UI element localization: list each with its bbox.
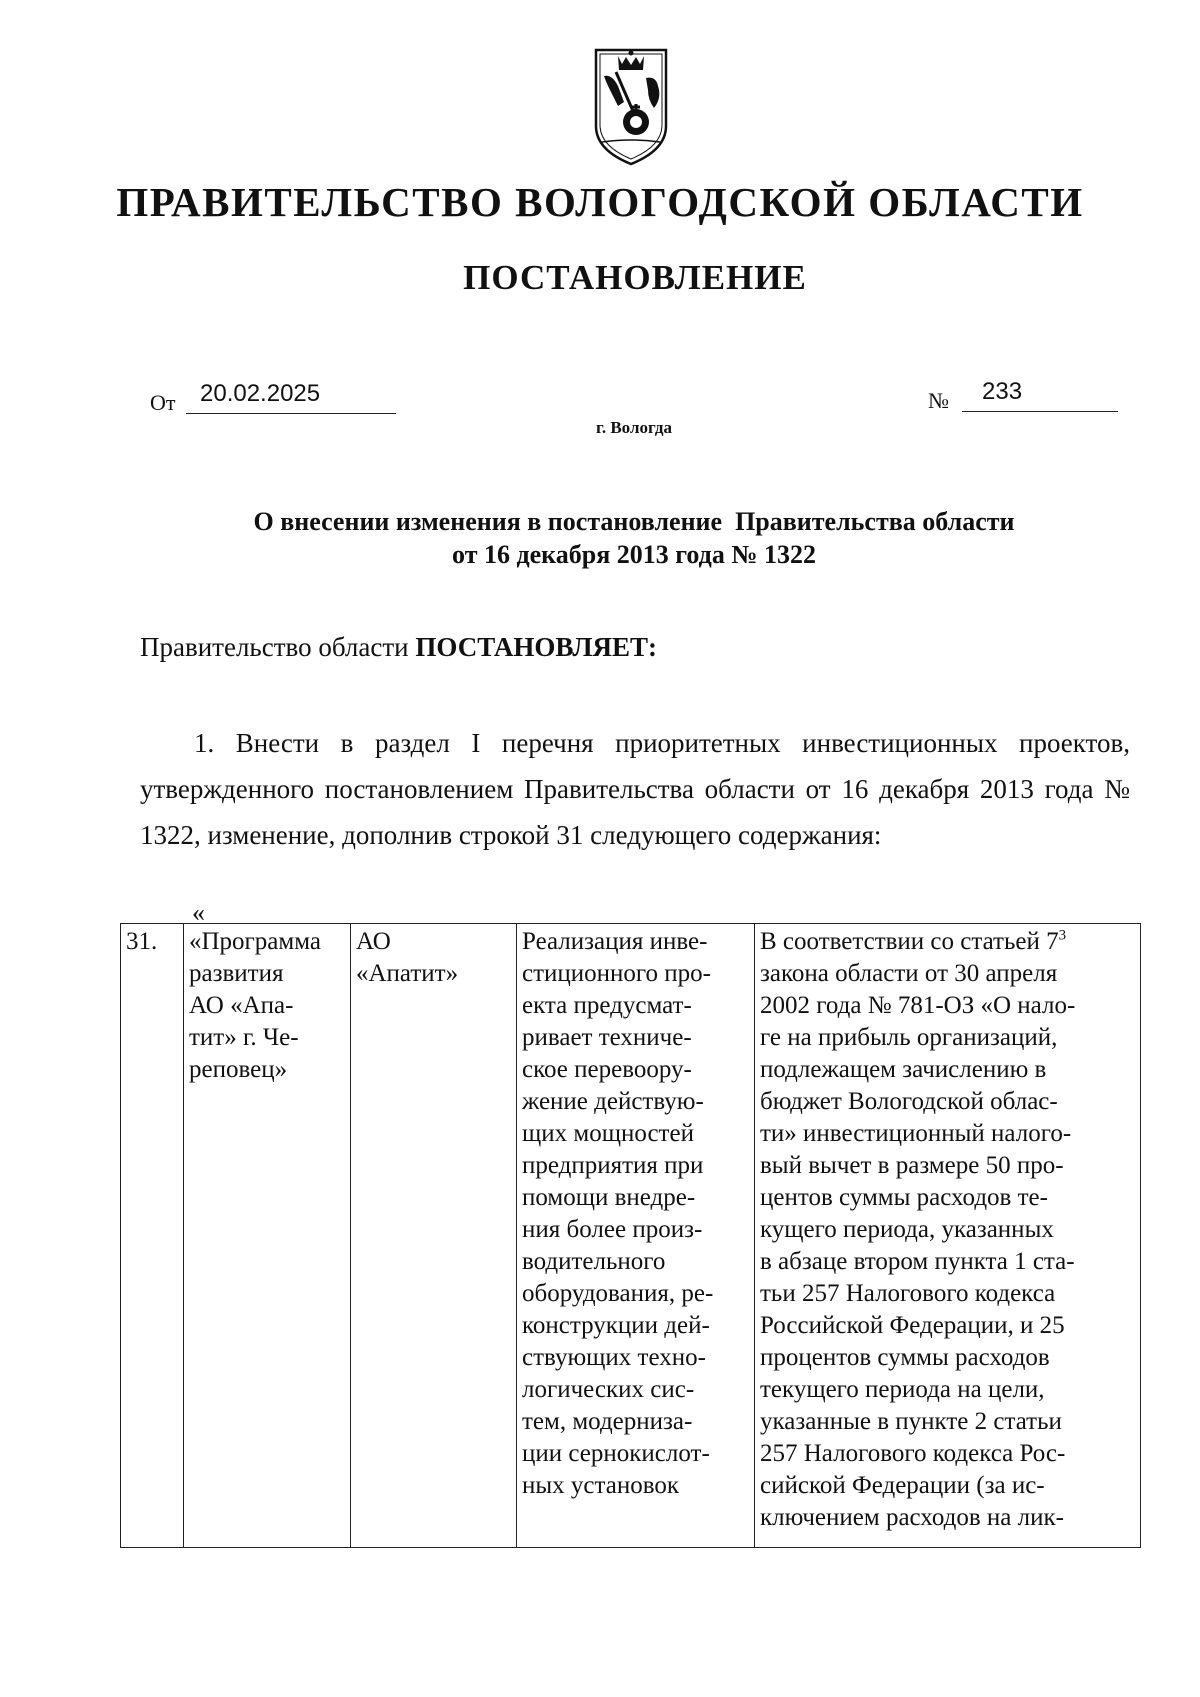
cell-line: реповец»: [189, 1056, 288, 1083]
cell-line: оборудования, ре-: [522, 1280, 714, 1307]
organization-title: ПРАВИТЕЛЬСТВО ВОЛОГОДСКОЙ ОБЛАСТИ: [116, 179, 1084, 225]
document-type: ПОСТАНОВЛЕНИЕ: [463, 258, 807, 297]
cell-line: ключением расходов на лик-: [760, 1504, 1064, 1531]
document-number: 233: [962, 378, 1118, 412]
cell-line: указанные в пункте 2 статьи: [760, 1408, 1062, 1435]
cell-line: тьи 257 Налогового кодекса: [760, 1280, 1056, 1307]
basis-line-first: [760, 926, 1136, 958]
project-cell: [184, 924, 351, 1548]
projects-table: [120, 923, 1141, 1548]
cell-line: Реализация инве-: [522, 928, 708, 955]
cell-line: водительного: [522, 1248, 666, 1275]
basis-cell: [755, 924, 1141, 1548]
cell-line: ривает техниче-: [522, 1024, 692, 1051]
cell-line: екта предусмат-: [522, 992, 692, 1019]
cell-line: конструкции дей-: [522, 1312, 710, 1339]
cell-line: стиционного про-: [522, 960, 712, 987]
cell-line: тит» г. Че-: [189, 1024, 299, 1051]
basis-lines: [760, 958, 1136, 1534]
cell-line: подлежащем зачислению в: [760, 1056, 1047, 1083]
cell-line: тем, модерниза-: [522, 1408, 693, 1435]
number-label: №: [928, 388, 949, 413]
cell-line: щих мощностей: [522, 1120, 694, 1147]
cell-line: АО: [356, 928, 391, 955]
cell-line: вый вычет в размере 50 про-: [760, 1152, 1064, 1179]
date-label: От: [150, 390, 176, 415]
cell-line: помощи внедре-: [522, 1184, 696, 1211]
resolves-line: [140, 632, 657, 663]
document-subject: [0, 505, 1200, 571]
coat-of-arms-icon: [588, 46, 674, 168]
cell-line: текущего периода на цели,: [760, 1376, 1045, 1403]
cell-line: ское перевоору-: [522, 1056, 692, 1083]
cell-line: бюджет Вологодской облас-: [760, 1088, 1058, 1115]
cell-line: ния более произ-: [522, 1216, 703, 1243]
cell-line: ции сернокислот-: [522, 1440, 710, 1467]
cell-line: «Программа: [189, 928, 321, 955]
row-number: 31.: [126, 928, 158, 955]
subject-line-1: О внесении изменения в постановление Правительства области: [253, 507, 1015, 536]
cell-line: центов суммы расходов те-: [760, 1184, 1048, 1211]
cell-line: «Апатит»: [356, 960, 459, 987]
table-row: [121, 924, 1141, 1548]
cell-line: логических сис-: [522, 1376, 695, 1403]
cell-line: в абзаце втором пункта 1 ста-: [760, 1248, 1075, 1275]
document-date: 20.02.2025: [186, 380, 396, 414]
cell-line: Российской Федерации, и 25: [760, 1312, 1065, 1339]
cell-line: 2002 года № 781-ОЗ «О нало-: [760, 992, 1076, 1019]
cell-line: ге на прибыль организаций,: [760, 1024, 1058, 1051]
cell-line: ствующих техно-: [522, 1344, 706, 1371]
resolves-keyword: ПОСТАНОВЛЯЕТ:: [415, 632, 657, 662]
resolves-prefix: Правительство области: [140, 632, 416, 662]
cell-line: ти» инвестиционный налого-: [760, 1120, 1072, 1147]
cell-line: процентов суммы расходов: [760, 1344, 1050, 1371]
description-cell: [517, 924, 755, 1548]
cell-line: предприятия при: [522, 1152, 704, 1179]
city: г. Вологда: [596, 418, 672, 437]
cell-line: жение действую-: [522, 1088, 704, 1115]
row-number-cell: [121, 924, 184, 1548]
cell-line: закона области от 30 апреля: [760, 960, 1058, 987]
cell-line: кущего периода, указанных: [760, 1216, 1054, 1243]
basis-first-text: В соответствии со статьей 7: [760, 928, 1059, 955]
paragraph-1: 1. Внести в раздел I перечня приоритетных инвестиционных проектов, утвержденного постановлением Правительства области от 16 декабря 2013 года № 1322, изменение, дополнив строкой 31 следующего содержания:: [140, 728, 1130, 850]
subject-line-2: от 16 декабря 2013 года № 1322: [452, 540, 816, 569]
quote-open: «: [192, 898, 205, 927]
cell-line: развития: [189, 960, 284, 987]
cell-line: ных установок: [522, 1472, 680, 1499]
cell-line: сийской Федерации (за ис-: [760, 1472, 1045, 1499]
company-cell: [351, 924, 517, 1548]
basis-superscript: 3: [1058, 927, 1067, 944]
cell-line: АО «Апа-: [189, 992, 294, 1019]
cell-line: 257 Налогового кодекса Рос-: [760, 1440, 1066, 1467]
